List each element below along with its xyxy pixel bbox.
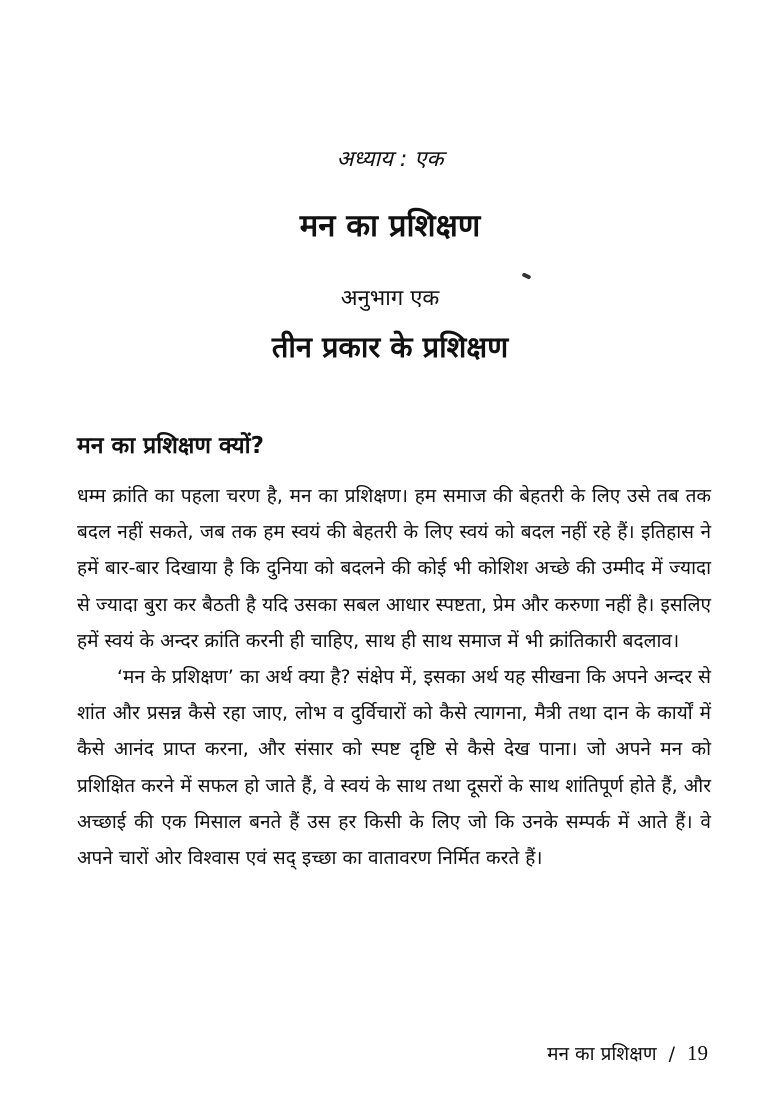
paragraph-1: धम्म क्रांति का पहला चरण है, मन का प्रशिक्षण। हम समाज की बेहतरी के लिए उसे तब तक बदल नहीं सकते, जब तक हम स्वयं की बेहतरी के लिए स्वयं को बदल नहीं रहे हैं। इतिहास ने हमें बार-बार दिखाया है कि दुनिया को बदलने की कोई भी कोशिश अच्छे की उम्मीद में ज्यादा से ज्यादा बुरा कर बैठती है यदि उसका सबल आधार स्पष्टता, प्रेम और करुणा नहीं है। इसलिए हमें स्वयं के अन्दर क्रांति करनी ही चाहिए, साथ ही साथ समाज में भी क्रांतिकारी बदलाव।	[77, 485, 711, 652]
paragraph-2: ‘मन के प्रशिक्षण’ का अर्थ क्या है? संक्षेप में, इसका अर्थ यह सीखना कि अपने अन्दर से शांत और प्रसन्न कैसे रहा जाए, लोभ व दुर्विचारों को कैसे त्यागना, मैत्री तथा दान के कार्यों में कैसे आनंद प्राप्त करना, और संसार को स्पष्ट दृष्टि से कैसे देख पाना। जो अपने मन को प्रशिक्षित करने में सफल हो जाते हैं, वे स्वयं के साथ तथा दूसरों के साथ शांतिपूर्ण होते हैं, और अच्छाई की एक मिसाल बनते हैं उस हर किसी के लिए जो कि उनके सम्पर्क में आते हैं। वे अपने चारों ओर विश्वास एवं सद् इच्छा का वातावरण निर्मित करते हैं।	[77, 666, 711, 870]
page-number: 19	[687, 1041, 708, 1065]
print-speck	[522, 272, 532, 279]
chapter-title: मन का प्रशिक्षण	[299, 208, 481, 244]
section-title: तीन प्रकार के प्रशिक्षण	[271, 330, 509, 364]
chapter-label: अध्याय : एक	[336, 147, 444, 172]
subsection-heading: मन का प्रशिक्षण क्यों?	[77, 433, 264, 459]
page-footer	[547, 1040, 708, 1066]
running-title: मन का प्रशिक्षण	[547, 1043, 657, 1065]
body-text	[77, 478, 711, 876]
footer-separator: /	[668, 1043, 675, 1065]
section-label: अनुभाग एक	[340, 286, 440, 311]
